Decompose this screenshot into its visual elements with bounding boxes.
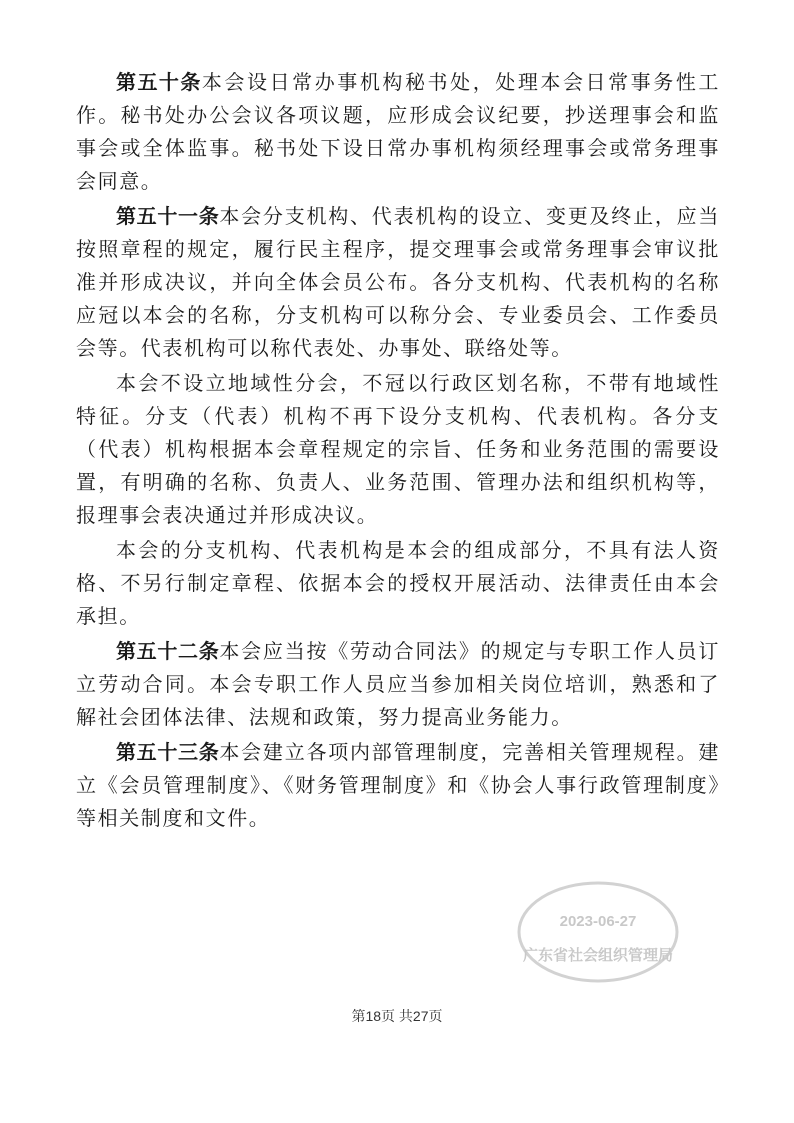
article-51-paragraph-2: [76, 367, 720, 532]
article-number: 第五十二条: [116, 639, 220, 663]
article-number: 第五十条: [116, 70, 202, 94]
seal-ring: [519, 883, 677, 981]
article-number: 第五十三条: [116, 740, 220, 764]
seal-date: 2023-06-27: [559, 913, 637, 930]
paragraph-text: 本会不设立地域性分会，不冠以行政区划名称，不带有地域性特征。分支（代表）机构不再下设分支机构、代表机构。各分支（代表）机构根据本会章程规定的宗旨、任务和业务范围的需要设置，有明确的名称、负责人、业务范围、管理办法和组织机构等，报理事会表决通过并形成决议。: [76, 371, 720, 527]
official-seal-watermark: [516, 880, 680, 984]
article-text: 本会建立各项内部管理制度，完善相关管理规程。建立《会员管理制度》、《财务管理制度》和《协会人事行政管理制度》等相关制度和文件。: [76, 740, 720, 830]
article-text: 本会应当按《劳动合同法》的规定与专职工作人员订立劳动合同。本会专职工作人员应当参加相关岗位培训，熟悉和了解社会团体法律、法规和政策，努力提高业务能力。: [76, 639, 720, 729]
page-number: 第18页 共27页: [351, 1008, 443, 1024]
paragraph-text: 本会的分支机构、代表机构是本会的组成部分，不具有法人资格、不另行制定章程、依据本会的授权开展活动、法律责任由本会承担。: [76, 538, 720, 628]
article-number: 第五十一条: [116, 204, 220, 228]
page-footer: [0, 1006, 794, 1026]
article-text: 本会设日常办事机构秘书处，处理本会日常事务性工作。秘书处办公会议各项议题，应形成会议纪要，抄送理事会和监事会或全体监事。秘书处下设日常办事机构须经理事会或常务理事会同意。: [76, 70, 720, 193]
article-text: 本会分支机构、代表机构的设立、变更及终止，应当按照章程的规定，履行民主程序，提交理事会或常务理事会审议批准并形成决议，并向全体会员公布。各分支机构、代表机构的名称应冠以本会的名称，分支机构可以称分会、专业委员会、工作委员会等。代表机构可以称代表处、办事处、联络处等。: [76, 204, 720, 360]
seal-organization: 广东省社会组织管理局: [522, 946, 674, 964]
article-51: [76, 200, 720, 365]
article-50: [76, 66, 720, 198]
document-body: [76, 66, 720, 837]
article-52: [76, 635, 720, 734]
article-53: [76, 736, 720, 835]
article-51-paragraph-3: [76, 534, 720, 633]
